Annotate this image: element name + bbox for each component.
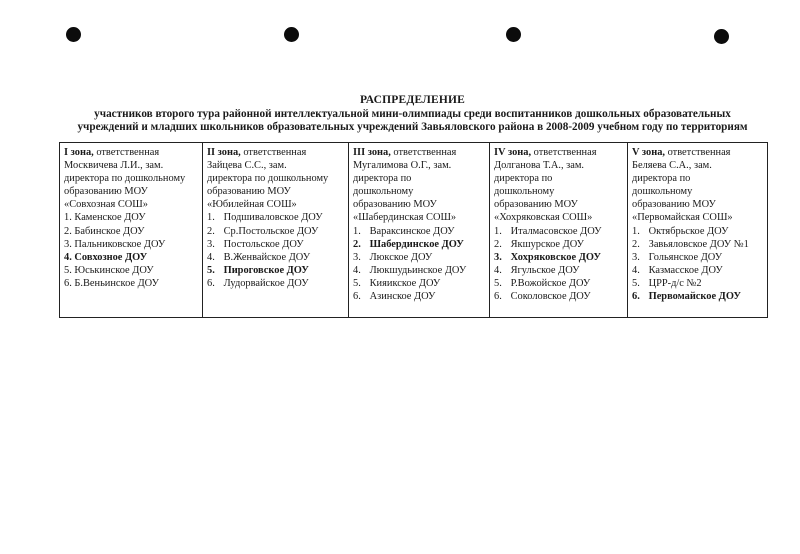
zone-cell (349, 143, 490, 318)
institution-item (632, 238, 763, 251)
item-number: 3. (207, 238, 215, 250)
institution-name: Ср.Постольское ДОУ (223, 225, 319, 237)
item-number: 3. (64, 238, 72, 250)
institution-item (494, 264, 623, 277)
item-number: 1. (353, 225, 361, 237)
institution-name: Юськинское ДОУ (74, 264, 154, 276)
institution-list (632, 225, 763, 304)
institution-item (207, 238, 344, 251)
zone-responsible-text: дошкольному (632, 186, 693, 198)
zone-responsible-text: директора по дошкольному (64, 173, 186, 185)
item-number: 6. (64, 277, 72, 289)
zone-responsible-text: ответственная (665, 147, 731, 158)
zone-responsible-text: образованию МОУ (353, 199, 437, 211)
institution-item (494, 290, 623, 303)
zone-header (64, 146, 198, 211)
item-number: 4. (64, 251, 72, 263)
item-number: 5. (632, 277, 640, 289)
item-number: 5. (353, 277, 361, 289)
item-number: 2. (64, 225, 72, 237)
zone-header (207, 146, 344, 211)
institution-name: Казмасское ДОУ (648, 264, 723, 276)
institution-item (494, 277, 623, 290)
institution-item (632, 225, 763, 238)
institution-name: ЦРР-д/с №2 (648, 277, 702, 289)
item-number: 5. (207, 264, 215, 276)
institution-item (353, 264, 485, 277)
institution-list (353, 225, 485, 304)
institution-item (207, 211, 344, 224)
zone-responsible-text: директора по (494, 173, 553, 185)
institution-item (207, 251, 344, 264)
item-number: 1. (64, 212, 72, 224)
institution-name: Каменское ДОУ (74, 212, 146, 224)
zone-header (353, 146, 485, 225)
item-number: 3. (632, 251, 640, 263)
zone-responsible-text: ответственная (390, 147, 457, 158)
zone-responsible-text: образованию МОУ (632, 199, 716, 211)
institution-item (353, 290, 485, 303)
zone-responsible-text: образованию МОУ (207, 186, 291, 198)
institution-item (632, 277, 763, 290)
institution-item (64, 211, 198, 224)
institution-name: Лудорвайское ДОУ (223, 277, 309, 289)
zone-cell (490, 143, 628, 318)
zone-responsible-text: Москвичева Л.И., зам. (64, 160, 164, 172)
institution-name: Октябрьское ДОУ (648, 225, 729, 237)
item-number: 2. (494, 238, 502, 250)
item-number: 4. (353, 264, 361, 276)
institution-item (353, 277, 485, 290)
zone-number: II зона, (207, 147, 241, 158)
zone-header (494, 146, 623, 225)
institution-item (353, 238, 485, 251)
institution-item (64, 277, 198, 290)
item-number: 4. (207, 251, 215, 263)
zone-responsible-text: «Юбилейная СОШ» (207, 199, 297, 211)
institution-name: Гольянское ДОУ (648, 251, 723, 263)
zone-number: I зона, (64, 147, 94, 158)
institution-name: Люкское ДОУ (369, 251, 433, 263)
item-number: 2. (632, 238, 640, 250)
item-number: 2. (207, 225, 215, 237)
institution-name: Постольское ДОУ (223, 238, 304, 250)
institution-name: В.Женвайское ДОУ (223, 251, 311, 263)
heading-line-1: участников второго тура районной интеллектуальной мини-олимпиады среди воспитанников дошкольных образовательных (94, 107, 731, 120)
institution-item (64, 238, 198, 251)
zone-cell (203, 143, 349, 318)
zone-responsible-text: директора по (632, 173, 691, 185)
institution-item (494, 238, 623, 251)
institution-name: Соколовское ДОУ (510, 291, 591, 303)
item-number: 6. (632, 291, 640, 303)
zone-responsible-text: ответственная (93, 147, 160, 158)
zone-responsible-text: «Совхозная СОШ» (64, 199, 148, 211)
institution-item (632, 251, 763, 264)
zone-number: V зона, (632, 147, 666, 158)
zone-cell (628, 143, 768, 318)
institution-name: Первомайское ДОУ (648, 291, 741, 303)
institution-name: Завьяловское ДОУ №1 (648, 238, 749, 250)
zone-responsible-text: «Первомайская СОШ» (632, 212, 733, 224)
institution-item (632, 290, 763, 303)
zone-responsible-text: директора по (353, 173, 412, 185)
institution-item (64, 264, 198, 277)
institution-item (353, 225, 485, 238)
institution-name: Италмасовское ДОУ (510, 225, 602, 237)
zone-responsible-text: ответственная (531, 147, 597, 158)
document-heading (40, 94, 785, 135)
institution-name: Якшурское ДОУ (510, 238, 585, 250)
institution-name: Б.Веньинское ДОУ (74, 277, 159, 289)
zone-responsible-text: директора по дошкольному (207, 173, 329, 185)
institution-name: Р.Вожойское ДОУ (510, 277, 591, 289)
zone-responsible-text: дошкольному (494, 186, 555, 198)
institution-name: Подшиваловское ДОУ (223, 212, 323, 224)
institution-name: Кияикское ДОУ (369, 277, 441, 289)
item-number: 5. (494, 277, 502, 289)
institution-list (64, 211, 198, 290)
item-number: 6. (207, 277, 215, 289)
zone-responsible-text: ответственная (240, 147, 307, 158)
institution-name: Пальниковское ДОУ (74, 238, 166, 250)
zone-number: III зона, (353, 147, 391, 158)
zone-header (632, 146, 763, 225)
heading-line-2: учреждений и младших школьников образовательных учреждений Завьяловского района в 2008-2009 учебном году по территориям (77, 121, 748, 133)
institution-list (207, 211, 344, 290)
institution-name: Азинское ДОУ (369, 291, 436, 303)
institution-name: Ягульское ДОУ (510, 264, 580, 276)
zone-cell (60, 143, 203, 318)
item-number: 4. (632, 264, 640, 276)
institution-name: Совхозное ДОУ (74, 251, 148, 263)
zone-responsible-text: дошкольному (353, 186, 414, 198)
institution-name: Шабердинское ДОУ (369, 238, 464, 250)
institution-item (207, 277, 344, 290)
item-number: 1. (494, 225, 502, 237)
institution-name: Пироговское ДОУ (223, 264, 309, 276)
item-number: 5. (64, 264, 72, 276)
zone-number: IV зона, (494, 147, 532, 158)
punch-hole (714, 29, 729, 44)
item-number: 6. (494, 291, 502, 303)
item-number: 4. (494, 264, 502, 276)
zone-responsible-text: Беляева С.А., зам. (632, 160, 712, 172)
institution-item (64, 251, 198, 264)
item-number: 3. (353, 251, 361, 263)
institution-name: Люкшудьинское ДОУ (369, 264, 467, 276)
institution-item (494, 251, 623, 264)
institution-item (632, 264, 763, 277)
institution-name: Бабинское ДОУ (74, 225, 145, 237)
item-number: 2. (353, 238, 361, 250)
institution-item (494, 225, 623, 238)
institution-name: Хохряковское ДОУ (510, 251, 601, 263)
zone-responsible-text: образованию МОУ (64, 186, 148, 198)
zones-table (59, 142, 768, 318)
item-number: 1. (632, 225, 640, 237)
zone-responsible-text: «Хохряковская СОШ» (494, 212, 593, 224)
institution-item (64, 225, 198, 238)
zones-row (60, 143, 768, 318)
zone-responsible-text: образованию МОУ (494, 199, 578, 211)
item-number: 3. (494, 251, 502, 263)
institution-list (494, 225, 623, 304)
punch-hole (506, 27, 521, 42)
zone-responsible-text: Долганова Т.А., зам. (494, 160, 585, 172)
institution-item (207, 225, 344, 238)
document-title: РАСПРЕДЕЛЕНИЕ (359, 94, 466, 106)
punch-hole (66, 27, 81, 42)
item-number: 6. (353, 291, 361, 303)
institution-item (207, 264, 344, 277)
punch-hole (284, 27, 299, 42)
zone-responsible-text: Мугалимова О.Г., зам. (353, 160, 452, 172)
item-number: 1. (207, 212, 215, 224)
zone-responsible-text: Зайцева С.С., зам. (207, 160, 287, 172)
zone-responsible-text: «Шабердинская СОШ» (353, 212, 457, 224)
institution-item (353, 251, 485, 264)
institution-name: Вараксинское ДОУ (369, 225, 455, 237)
